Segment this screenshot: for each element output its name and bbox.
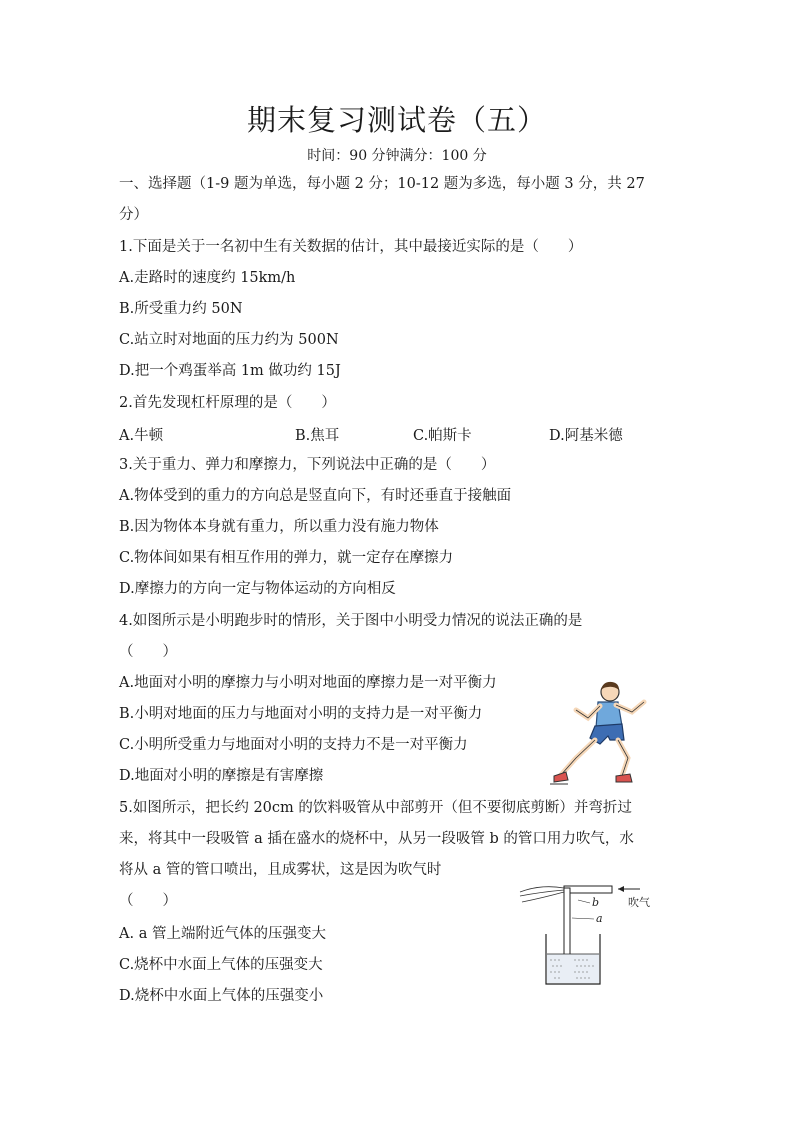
section-heading: 一、选择题（1-9 题为单选，每小题 2 分；10-12 题为多选，每小题 3 分，共 27 bbox=[119, 176, 645, 192]
running-boy-figure bbox=[548, 678, 658, 788]
q3-option-b: B.因为物体本身就有重力，所以重力没有施力物体 bbox=[119, 519, 439, 535]
q3-option-a: A.物体受到的重力的方向总是竖直向下，有时还垂直于接触面 bbox=[119, 488, 512, 504]
runner-leg-front bbox=[618, 740, 628, 776]
straw-beaker-figure bbox=[516, 876, 676, 988]
q5-stem-cont-2: 将从 a 管的管口喷出，且成雾状，这是因为吹气时 bbox=[119, 862, 442, 878]
q5-stem-cont-1: 来，将其中一段吸管 a 插在盛水的烧杯中，从另一段吸管 b 的管口用力吹气，水 bbox=[119, 831, 634, 847]
q3-option-c: C.物体间如果有相互作用的弹力，就一定存在摩擦力 bbox=[119, 550, 454, 566]
runner-shoe-back bbox=[554, 772, 568, 782]
q3-stem: 3.关于重力、弹力和摩擦力，下列说法中正确的是（ ） bbox=[119, 457, 496, 473]
label-b: b bbox=[592, 896, 600, 909]
q4-stem: 4.如图所示是小明跑步时的情形，关于图中小明受力情况的说法正确的是 bbox=[119, 613, 583, 629]
section-heading-cont: 分） bbox=[119, 207, 148, 223]
q4-option-a: A.地面对小明的摩擦力与小明对地面的摩擦力是一对平衡力 bbox=[119, 675, 497, 691]
q3-option-d: D.摩擦力的方向一定与物体运动的方向相反 bbox=[119, 581, 396, 597]
q5-stem: 5.如图所示，把长约 20cm 的饮料吸管从中部剪开（但不要彻底剪断）并弯折过 bbox=[119, 800, 632, 816]
straw-b bbox=[564, 886, 612, 893]
q5-stem-cont-3: （ ） bbox=[119, 893, 177, 909]
q2-option-a: A.牛顿 bbox=[119, 428, 164, 444]
q1-stem: 1.下面是关于一名初中生有关数据的估计，其中最接近实际的是（ ） bbox=[119, 239, 583, 255]
q5-option-c: C.烧杯中水面上气体的压强变大 bbox=[119, 957, 323, 973]
blow-label: 吹气 bbox=[628, 896, 650, 909]
q1-option-d: D.把一个鸡蛋举高 1m 做功约 15J bbox=[119, 363, 341, 379]
q4-option-c: C.小明所受重力与地面对小明的支持力不是一对平衡力 bbox=[119, 737, 468, 753]
spray-lines bbox=[520, 887, 564, 902]
q4-option-b: B.小明对地面的压力与地面对小明的支持力是一对平衡力 bbox=[119, 706, 483, 722]
q2-option-d: D.阿基米德 bbox=[549, 428, 623, 444]
q5-option-d: D.烧杯中水面上气体的压强变小 bbox=[119, 988, 324, 1004]
label-a: a bbox=[596, 912, 603, 925]
beaker-water bbox=[547, 954, 599, 983]
q2-options bbox=[119, 424, 679, 444]
q1-option-a: A.走路时的速度约 15km/h bbox=[119, 270, 296, 286]
q2-option-c: C.帕斯卡 bbox=[413, 428, 472, 444]
page-title: 期末复习测试卷（五） bbox=[246, 103, 547, 137]
runner-shoe-front bbox=[616, 774, 632, 782]
q1-option-b: B.所受重力约 50N bbox=[119, 301, 243, 317]
q5-option-a: A. a 管上端附近气体的压强变大 bbox=[119, 926, 326, 942]
q4-option-d: D.地面对小明的摩擦是有害摩擦 bbox=[119, 768, 324, 784]
q1-option-c: C.站立时对地面的压力约为 500N bbox=[119, 332, 339, 348]
q2-stem: 2.首先发现杠杆原理的是（ ） bbox=[119, 395, 336, 411]
q4-stem-cont: （ ） bbox=[119, 644, 177, 660]
q2-option-b: B.焦耳 bbox=[295, 428, 340, 444]
exam-info: 时间：90 分钟满分：100 分 bbox=[307, 148, 487, 164]
